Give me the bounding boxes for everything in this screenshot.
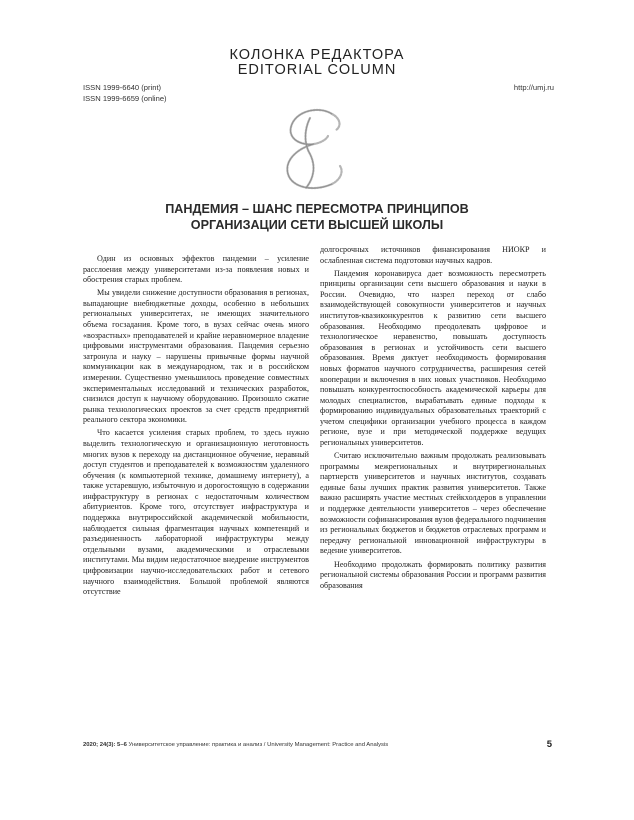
- left-column: [83, 254, 309, 600]
- paragraph: Пандемия коронавируса дает возможность пересмотреть принципы организации сети высшего образования и науки в России. Очевидно, что назрел переход от слабо взаимодействующей совокупности университетов и научных институтов-квазиконкурентов к развитию сети высшего образования. Необходимо преодолевать цифровое и технологическое неравенство, повышать доступность образования в регионах и устойчивость сети высшего образования. Время диктует необходимость формирования новых форматов научного сотрудничества, расширения сетей кооперации и включения в них новых участников. Необходимо повышать конкурентоспособность академической карьеры для молодых специалистов, вырабатывать единые подходы к формированию индивидуальных образовательных траекторий с учетом специфики организации учебного процесса в каждом регионе, вузе и при методической поддержке ведущих региональных университетов.: [320, 268, 546, 447]
- paragraph: долгосрочных источников финансирования НИОКР и ослабленная система подготовки научных кадров.: [320, 245, 546, 265]
- article-title: [0, 201, 634, 233]
- right-column: [320, 245, 546, 594]
- citation-journal: Университетское управление: практика и анализ / University Management: Practice and Analysis: [128, 742, 389, 748]
- article-title-line-2: ОРГАНИЗАЦИИ СЕТИ ВЫСШЕЙ ШКОЛЫ: [190, 218, 444, 232]
- footer-citation: [83, 742, 388, 748]
- paragraph: Необходимо продолжать формировать политику развития региональной системы образования России и программ развития образования: [320, 559, 546, 590]
- column-heading: [0, 48, 634, 78]
- paragraph: Мы увидели снижение доступности образования в регионах, выпадающие внебюджетные доходы, особенно в небольших региональных университетах, не имеющих значительного объема госзадания. Кроме того, в вузах сейчас очень много «возрастных» преподавателей и крайне неравномерное владение цифровыми инструментами образования. Пандемия серьезно затронула и науку – нарушены привычные формы научной коммуникации как в международном, так и в российском измерении. Существенно уменьшилось проведение совместных экспериментальных исследований и технических разработок, снизился доступ к научному оборудованию. Произошло сжатие рынка технологических проектов за счет средств предприятий реального сектора экономики.: [83, 288, 309, 425]
- paragraph: Что касается усиления старых проблем, то здесь нужно выделить технологическую и организационную неготовность многих вузов к переходу на дистанционное обучение, неравный доступ студентов и преподавателей к возможностям удаленного обучения (к компьютерной технике, домашнему интернету), а также устаревшую, избыточную и дорогостоящую в содержании инфраструктуру в регионах с недостаточным количеством абитуриентов. Кроме того, отсутствует инфраструктура и поддержка внутрироссийской академической мобильности, наблюдается сильная фрагментация научных компетенций и разъединенность лабораторной инфраструктуры между отдельными вузами, академическими и отраслевыми институтами. Мы видим недостаточное внедрение инструментов цифровизации научно-исследовательских работ и сетевого научного взаимодействия. Большой проблемой являются отсутствие: [83, 428, 309, 597]
- journal-url: http://umj.ru: [513, 83, 554, 92]
- column-heading-en: EDITORIAL COLUMN: [237, 62, 397, 78]
- issn-online: ISSN 1999-6659 (online): [83, 93, 167, 103]
- column-heading-ru: КОЛОНКА РЕДАКТОРА: [229, 47, 405, 63]
- article-title-line-1: ПАНДЕМИЯ – ШАНС ПЕРЕСМОТРА ПРИНЦИПОВ: [165, 202, 469, 216]
- monogram-ornament-icon: [270, 104, 366, 196]
- paragraph: Считаю исключительно важным продолжать реализовывать программы межрегиональных и внутрирегиональных партнерств университетов и научных институтов, создавать единые базы лучших практик развития университетов. Также важно расширять участие местных стейкхолдеров в управлении и поддержке деятельности университетов – через обеспечение возможности софинансирования вузов федерального подчинения из региональных бюджетов и бюджетов отраслевых программ и передачу региональной инновационной инфраструктуры в ведение университетов.: [320, 451, 546, 556]
- issn-print: ISSN 1999-6640 (print): [83, 83, 162, 92]
- citation-issue: 2020; 24(3): 5–6: [83, 742, 127, 748]
- issn-block: [83, 83, 167, 104]
- page-number: 5: [546, 739, 552, 750]
- paragraph: Один из основных эффектов пандемии – усиление расслоения между университетами из-за появления новых и обострения старых проблем.: [83, 254, 309, 285]
